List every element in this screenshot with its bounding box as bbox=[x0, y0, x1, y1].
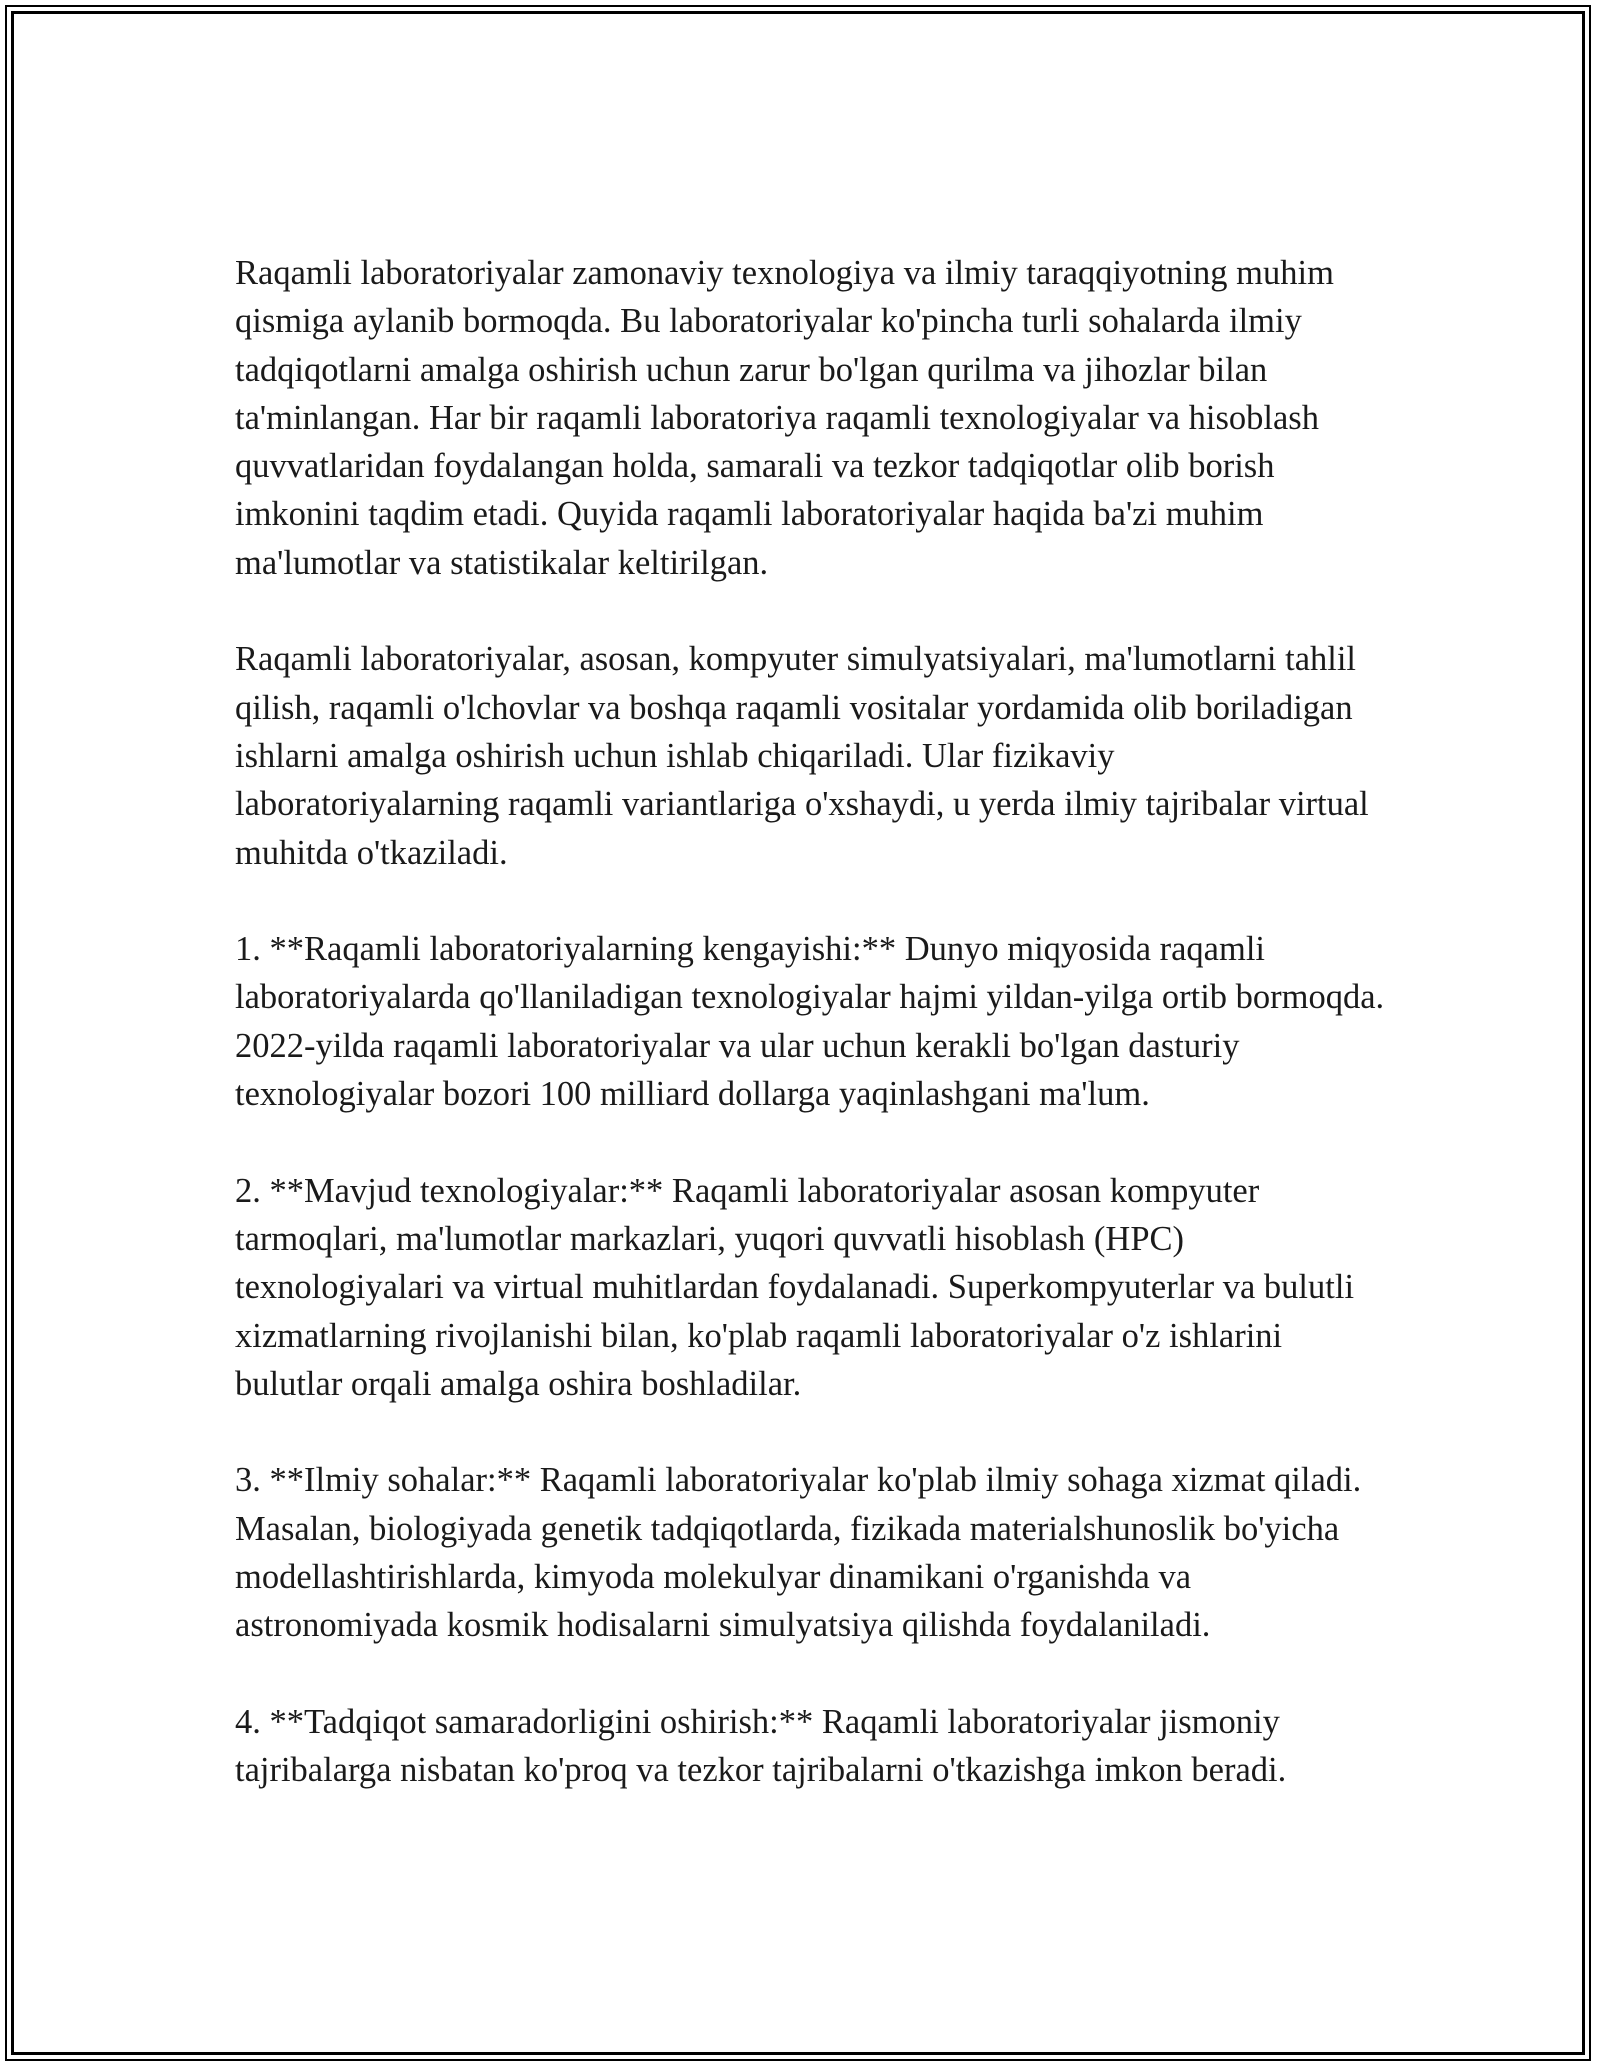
list-item-2: 2. **Mavjud texnologiyalar:** Raqamli laboratoriyalar asosan kompyuter tarmoqlari, ma'lumotlar markazlari, yuqori quvvatli hisoblash (HPC) texnologiyalari va virtual muhitlardan foydalanadi. Superkompyuterlar va bulutli xizmatlarning rivojlanishi bilan, ko'plab raqamli laboratoriyalar o'z ishlarini bulutlar orqali amalga oshira boshladilar. bbox=[235, 1171, 1355, 1403]
list-item-1: 1. **Raqamli laboratoriyalarning kengayishi:** Dunyo miqyosida raqamli laboratoriyalarda qo'llaniladigan texnologiyalar hajmi yildan-yilga ortib bormoqda. 2022-yilda raqamli laboratoriyalar va ular uchun kerakli bo'lgan dasturiy texnologiyalar bozori 100 milliard dollarga yaqinlashgani ma'lum. bbox=[235, 930, 1385, 1114]
definition-paragraph: Raqamli laboratoriyalar, asosan, kompyuter simulyatsiyalari, ma'lumotlarni tahlil qilish, raqamli o'lchovlar va boshqa raqamli vositalar yordamida olib boriladigan ishlarni amalga oshirish uchun ishlab chiqariladi. Ular fizikaviy laboratoriyalarning raqamli variantlariga o'xshaydi, u yerda ilmiy tajribalar virtual muhitda o'tkaziladi. bbox=[235, 640, 1369, 872]
list-item-3: 3. **Ilmiy sohalar:** Raqamli laboratoriyalar ko'plab ilmiy sohaga xizmat qiladi. Masalan, biologiyada genetik tadqiqotlarda, fizikada materialshunoslik bo'yicha modellashtirishlarda, kimyoda molekulyar dinamikani o'rganishda va astronomiyada kosmik hodisalarni simulyatsiya qilishda foydalaniladi. bbox=[235, 1461, 1362, 1645]
intro-paragraph: Raqamli laboratoriyalar zamonaviy texnologiya va ilmiy taraqqiyotning muhim qismiga aylanib bormoqda. Bu laboratoriyalar ko'pincha turli sohalarda ilmiy tadqiqotlarni amalga oshirish uchun zarur bo'lgan qurilma va jihozlar bilan ta'minlangan. Har bir raqamli laboratoriya raqamli texnologiyalar va hisoblash quvvatlaridan foydalangan holda, samarali va tezkor tadqiqotlar olib borish imkonini taqdim etadi. Quyida raqamli laboratoriyalar haqida ba'zi muhim ma'lumotlar va statistikalar keltirilgan. bbox=[235, 254, 1334, 582]
list-item-4: 4. **Tadqiqot samaradorligini oshirish:** Raqamli laboratoriyalar jismoniy tajribalarga nisbatan ko'proq va tezkor tajribalarni o'tkazishga imkon beradi. bbox=[235, 1702, 1287, 1790]
document-body bbox=[235, 249, 1385, 1795]
